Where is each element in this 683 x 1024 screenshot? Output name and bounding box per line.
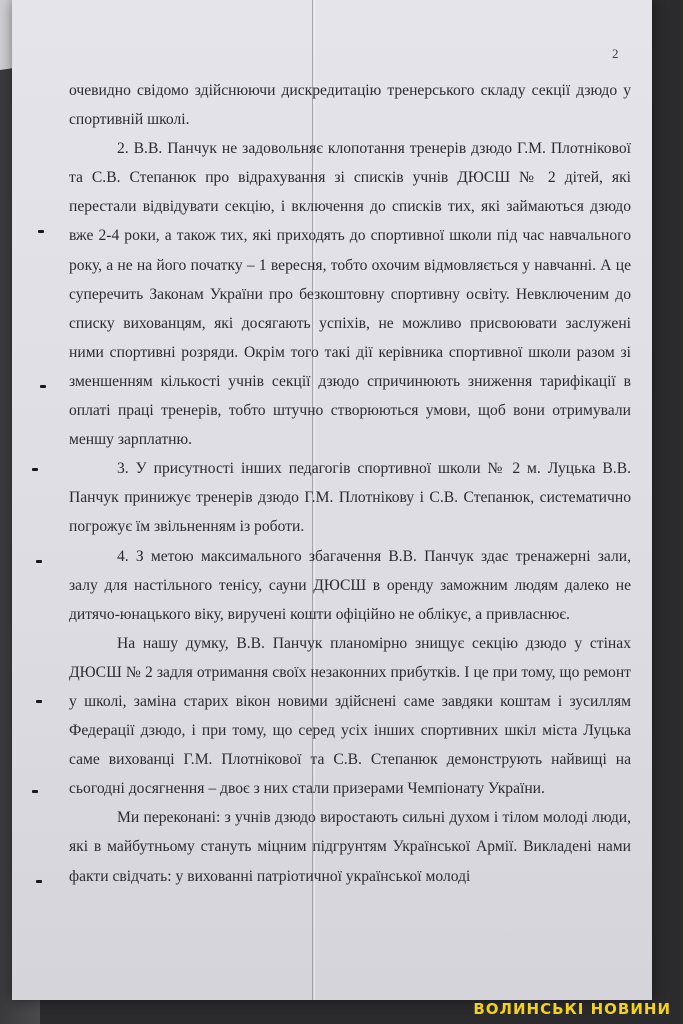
- document-body: [69, 76, 631, 891]
- page-number: 2: [612, 46, 619, 61]
- binder-mark: [36, 560, 42, 563]
- binder-mark: [32, 790, 38, 793]
- paragraph-5: На нашу думку, В.В. Панчук планомірно знищує секцію дзюдо у стінах ДЮСШ № 2 задля отримання своїх незаконних прибутків. І це при тому, що ремонт у школі, заміна старих вікон новими здійснені саме завдяки коштам і зусиллям Федерації дзюдо, і при тому, що серед усіх інших спортивних шкіл міста Луцька саме вихованці Г.М. Плотнікової та С.В. Степанюк демонструють найвищі на сьогодні досягнення – двоє з них стали призерами Чемпіонату України.: [69, 634, 631, 798]
- binder-mark: [36, 700, 42, 703]
- paragraph-4: 4. З метою максимального збагачення В.В. Панчук здає тренажерні зали, залу для настільного тенісу, сауни ДЮСШ в оренду заможним людям далеко не дитячо-юнацького віку, виручені кошти офіційно не облікує, а привласнює.: [69, 547, 631, 623]
- watermark-logo: ВОЛИНСЬКІ НОВИНИ: [473, 1000, 671, 1018]
- binder-mark: [40, 385, 46, 388]
- binder-mark: [36, 880, 42, 883]
- binder-mark: [38, 230, 44, 233]
- binder-mark: [32, 468, 38, 471]
- paragraph-2: 2. В.В. Панчук не задовольняє клопотання тренерів дзюдо Г.М. Плотнікової та С.В. Степанюк про відрахування зі списків учнів ДЮСШ № 2 дітей, які перестали відвідувати секцію, і включення до списків тих, які займаються дзюдо вже 2-4 роки, а також тих, які приходять до спортивної школи під час навчального року, а не на його початку – 1 вересня, тобто охочим відмовляється у навчанні. А це суперечить Законам України про безкоштовну спортивну освіту. Невключеним до списку вихованцям, які досягають успіхів, не можливо присвоювати заслужені ними спортивні розряди. Окрім того такі дії керівника спортивної школи разом зі зменшенням кількості учнів секції дзюдо спричинюють зниження тарифікації в оплаті праці тренерів, тобто штучно створюються умови, щоб вони отримували меншу зарплатню.: [69, 140, 631, 449]
- paragraph-6: Ми переконані: з учнів дзюдо виростають сильні духом і тілом молоді люди, які в майбутньому стануть міцним підгрунтям Української Армії. Викладені нами факти свідчать: у вихованні патріотичної української молоді: [69, 809, 631, 885]
- paragraph-1: очевидно свідомо здійснюючи дискредитацію тренерського складу секції дзюдо у спортивній школі.: [69, 82, 631, 129]
- document-page: [12, 0, 652, 1000]
- paragraph-3: 3. У присутності інших педагогів спортивної школи № 2 м. Луцька В.В. Панчук принижує тренерів дзюдо Г.М. Плотнікову і С.В. Степанюк, систематично погрожує їм звільненням із роботи.: [69, 460, 631, 536]
